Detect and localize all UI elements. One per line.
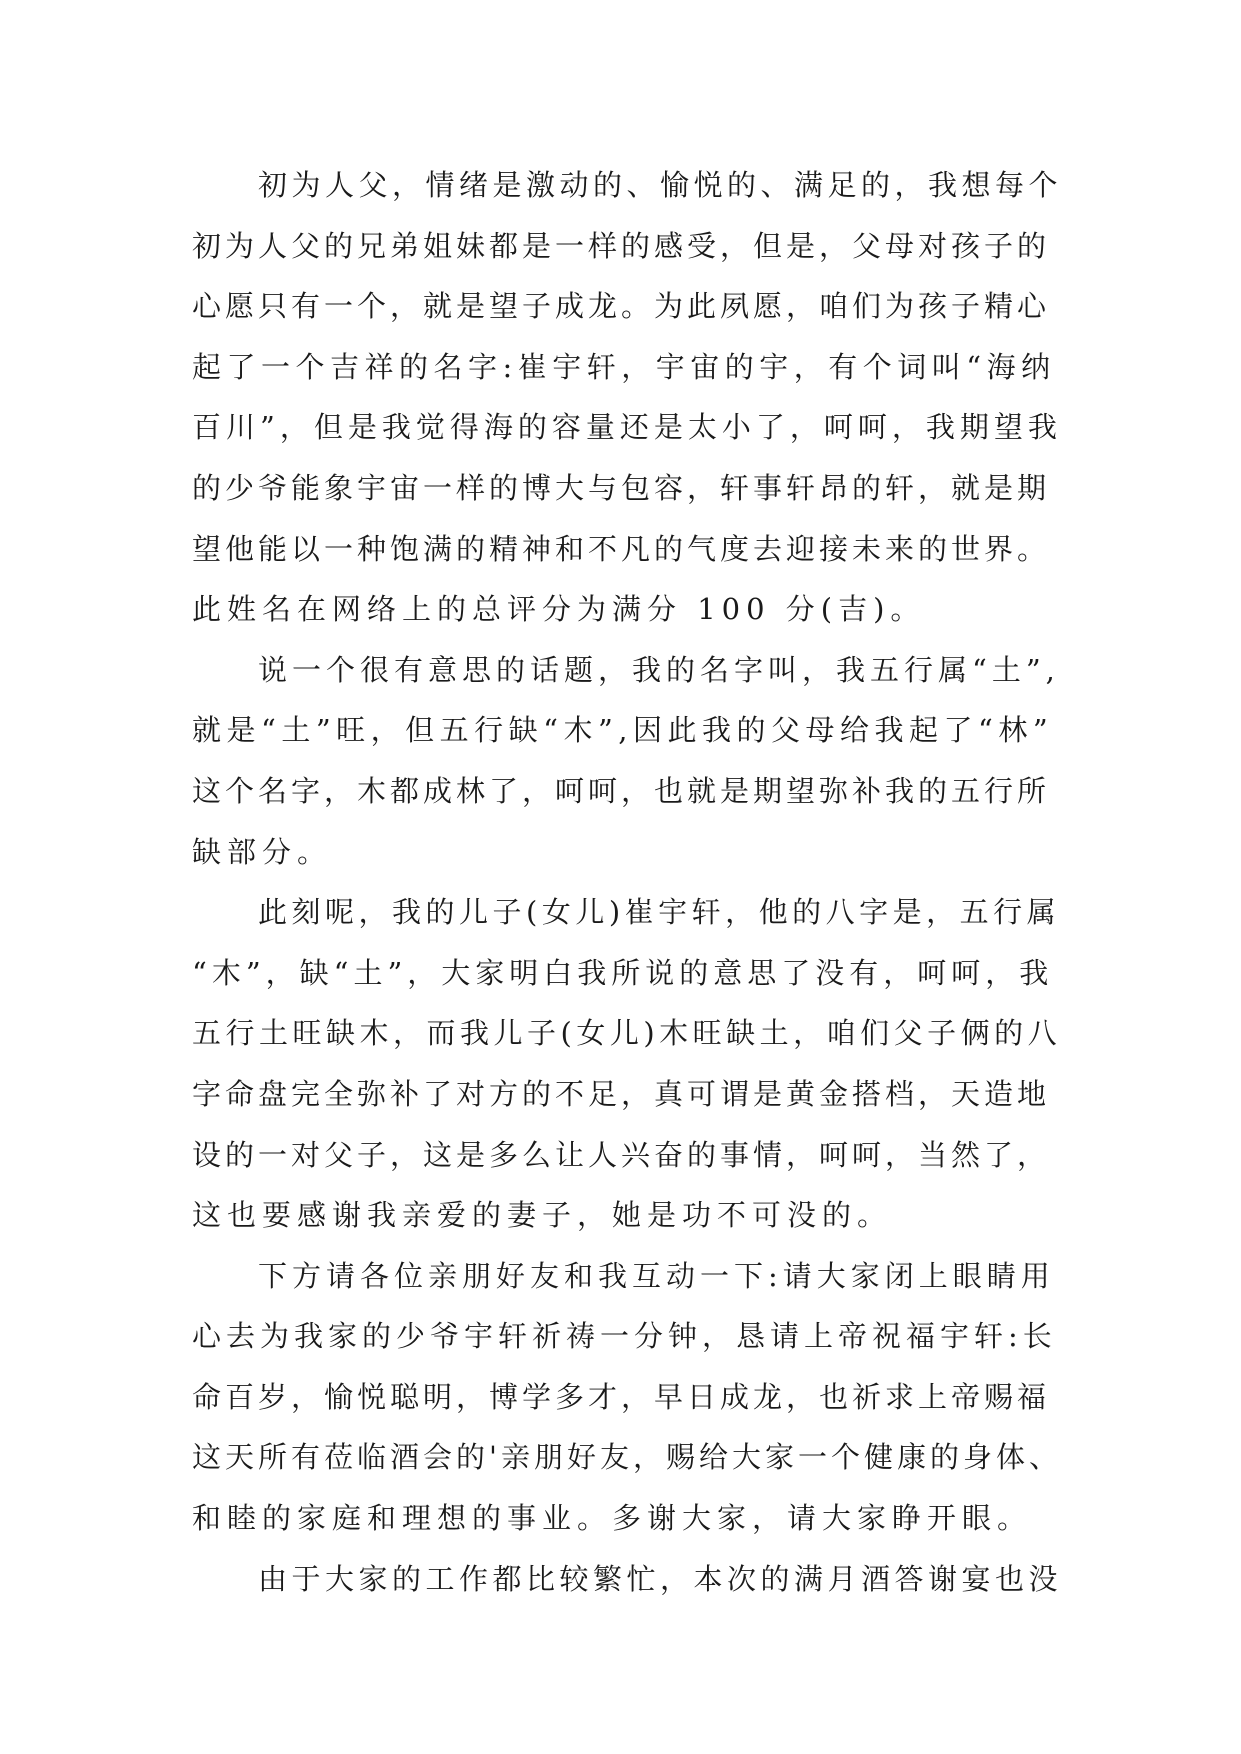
text-line-14: “木”，缺“土”，大家明白我所说的意思了没有，呵呵，我 [192, 955, 1054, 990]
text-line-15: 五行土旺缺木，而我儿子(女儿)木旺缺土，咱们父子俩的八 [192, 1016, 1062, 1051]
text-line-7: 望他能以一种饱满的精神和不凡的气度去迎接未来的世界。 [192, 531, 1051, 566]
text-line-12: 缺部分。 [192, 834, 333, 869]
text-line-19: 下方请各位亲朋好友和我互动一下:请大家闭上眼睛用 [258, 1258, 1055, 1293]
text-line-1: 初为人父，情绪是激动的、愉悦的、满足的，我想每个 [258, 168, 1063, 202]
text-line-24: 由于大家的工作都比较繁忙，本次的满月酒答谢宴也没 [258, 1561, 1063, 1596]
text-line-5: 百川”，但是我觉得海的容量还是太小了，呵呵，我期望我 [192, 410, 1062, 445]
text-line-2: 初为人父的兄弟姐妹都是一样的感受，但是，父母对孩子的 [192, 228, 1051, 263]
text-line-16: 字命盘完全弥补了对方的不足，真可谓是黄金搭档，天造地 [192, 1076, 1051, 1111]
text-line-11: 这个名字，木都成林了，呵呵，也就是期望弥补我的五行所 [192, 773, 1051, 808]
text-line-17: 设的一对父子，这是多么让人兴奋的事情，呵呵，当然了， [192, 1137, 1051, 1172]
text-line-9: 说一个很有意思的话题，我的名字叫，我五行属“土”, [258, 652, 1060, 687]
text-line-10: 就是“土”旺，但五行缺“木”,因此我的父母给我起了“林” [192, 713, 1054, 748]
text-line-18: 这也要感谢我亲爱的妻子，她是功不可没的。 [192, 1198, 893, 1233]
text-line-13: 此刻呢，我的儿子(女儿)崔宇轩，他的八字是，五行属 [258, 895, 1061, 930]
text-line-22: 这天所有莅临酒会的'亲朋好友，赐给大家一个健康的身体、 [192, 1440, 1062, 1475]
text-line-21: 命百岁，愉悦聪明，博学多才，早日成龙，也祈求上帝赐福 [192, 1379, 1051, 1414]
text-line-4: 起了一个吉祥的名字:崔宇轩，宇宙的宇，有个词叫“海纳 [192, 349, 1056, 384]
text-line-8: 此姓名在网络上的总评分为满分 100 分(吉)。 [192, 592, 926, 627]
text-line-23: 和睦的家庭和理想的事业。多谢大家，请大家睁开眼。 [192, 1501, 1033, 1536]
text-line-3: 心愿只有一个，就是望子成龙。为此夙愿，咱们为孩子精心 [192, 289, 1051, 324]
text-line-6: 的少爷能象宇宙一样的博大与包容，轩事轩昂的轩，就是期 [192, 470, 1051, 505]
text-line-20: 心去为我家的少爷宇轩祈祷一分钟，恳请上帝祝福宇轩:长 [192, 1319, 1057, 1354]
document-body [192, 155, 1062, 1609]
